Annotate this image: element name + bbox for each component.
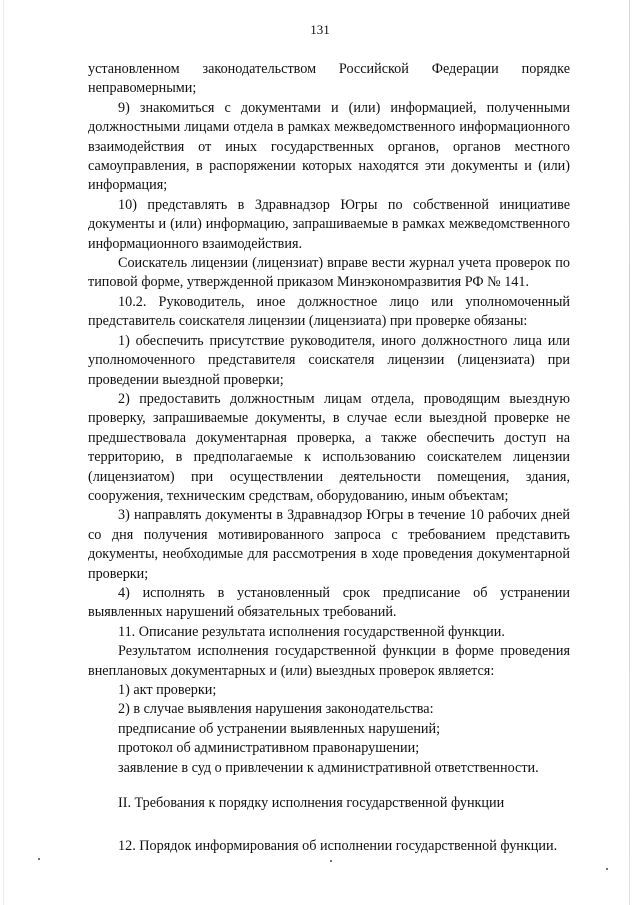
paragraph: Соискатель лицензии (лицензиат) вправе вести журнал учета проверок по типовой форме, утвержденной приказом Минэкономразвития РФ № 141. bbox=[88, 255, 570, 291]
scan-edge-right bbox=[629, 0, 630, 905]
scan-edge-left bbox=[3, 0, 4, 905]
list-item: 1) обеспечить присутствие руководителя, иного должностного лица или уполномоченного представителя соискателя лицензии (лицензиата) при проведении выездной проверки; bbox=[88, 332, 570, 388]
paragraph: 12. Порядок информирования об исполнении государственной функции. bbox=[118, 838, 558, 855]
paragraph: Результатом исполнения государственной функции в форме проведения внеплановых документарных и (или) выездных проверок является: bbox=[88, 643, 570, 679]
list-item: 3) направлять документы в Здравнадзор Югры в течение 10 рабочих дней со дня получения мотивированного запроса с требованием представить документы, необходимые для рассмотрения в ходе проведения документарной проверки; bbox=[88, 507, 570, 582]
scan-speck bbox=[38, 858, 40, 860]
list-item: 9) знакомиться с документами и (или) информацией, полученными должностными лицами отдела в рамках межведомственного информационного взаимодействия от иных государственных органов, органов местного самоуправления, в распоряжении которых находятся эти документы и (или) информация; bbox=[88, 99, 570, 194]
list-item: 2) предоставить должностным лицам отдела, проводящим выездную проверку, запрашиваемые документы, в случае если выездной проверке не предшествовала документарная проверка, а также обеспечить доступ на территорию, в предполагаемые к использованию соискателем лицензии (лицензиатом) при осуществлении деятельности помещения, здания, сооружения, техническим средствам, оборудованию, иным объектам; bbox=[88, 390, 570, 504]
list-item: 10) представлять в Здравнадзор Югры по собственной инициативе документы и (или) информацию, запрашиваемые в рамках межведомственного информационного взаимодействия. bbox=[88, 196, 570, 252]
list-item: протокол об административном правонарушении; bbox=[118, 740, 420, 757]
scan-speck bbox=[330, 860, 332, 862]
page-number: 131 bbox=[310, 22, 330, 37]
paragraph: 10.2. Руководитель, иное должностное лицо или уполномоченный представитель соискателя лицензии (лицензиата) при проверке обязаны: bbox=[88, 293, 570, 330]
document-body bbox=[88, 60, 570, 857]
list-item: предписание об устранении выявленных нарушений; bbox=[118, 720, 441, 737]
list-item: 1) акт проверки; bbox=[118, 682, 217, 698]
list-item: заявление в суд о привлечении к административной ответственности. bbox=[118, 759, 539, 776]
list-item: 4) исполнять в установленный срок предписание об устранении выявленных нарушений обязательных требований. bbox=[88, 584, 570, 621]
section-heading: 11. Описание результата исполнения государственной функции. bbox=[118, 623, 505, 640]
paragraph: установленном законодательством Российской Федерации порядке неправомерными; bbox=[88, 61, 570, 97]
section-title: II. Требования к порядку исполнения государственной функции bbox=[118, 795, 505, 812]
scan-speck bbox=[606, 868, 608, 870]
list-item: 2) в случае выявления нарушения законодательства: bbox=[118, 701, 434, 718]
